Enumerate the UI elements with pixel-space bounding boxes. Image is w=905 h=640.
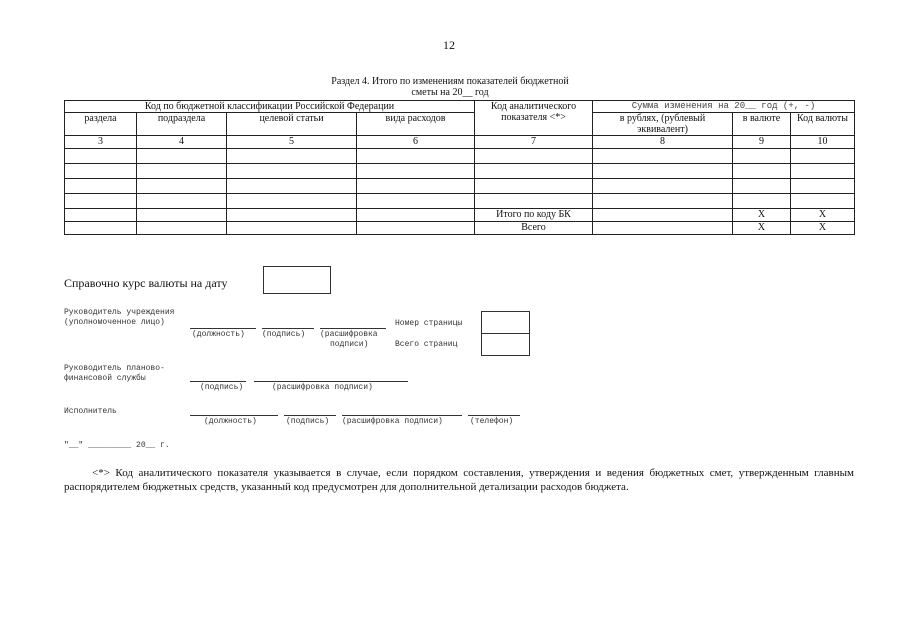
table-cell[interactable]: [65, 164, 137, 179]
table-cell[interactable]: [475, 149, 593, 164]
head-label-line2: (уполномоченное лицо): [64, 318, 165, 327]
x-mark: X: [733, 209, 791, 222]
table-cell[interactable]: [791, 164, 855, 179]
table-cell[interactable]: [733, 149, 791, 164]
table-cell[interactable]: [593, 194, 733, 209]
head-decoding-caption-1: (расшифровка: [320, 330, 378, 339]
head-label-line1: Руководитель учреждения: [64, 308, 175, 317]
table-cell[interactable]: [227, 149, 357, 164]
x-mark: X: [791, 209, 855, 222]
table-cell[interactable]: [65, 179, 137, 194]
table-cell[interactable]: [65, 222, 137, 235]
summary-table: [64, 100, 855, 235]
table-cell[interactable]: [65, 194, 137, 209]
table-cell[interactable]: [357, 209, 475, 222]
head-signature-line[interactable]: [262, 328, 314, 329]
table-cell[interactable]: [137, 164, 227, 179]
table-cell[interactable]: [791, 149, 855, 164]
col-number: 10: [791, 136, 855, 149]
table-cell[interactable]: [227, 164, 357, 179]
fin-head-decoding-line[interactable]: [254, 381, 408, 382]
footnote: [64, 466, 854, 494]
table-row: [65, 179, 855, 194]
table-cell[interactable]: [475, 164, 593, 179]
col-number: 6: [357, 136, 475, 149]
executor-decoding-caption: (расшифровка подписи): [342, 417, 443, 426]
fin-head-signature-line[interactable]: [190, 381, 246, 382]
table-cell[interactable]: [733, 164, 791, 179]
executor-position-caption: (должность): [204, 417, 257, 426]
col-podrazdel-header: подраздела: [137, 113, 227, 136]
executor-signature-caption: (подпись): [286, 417, 330, 426]
column-number-row: [65, 136, 855, 149]
table-cell[interactable]: [593, 179, 733, 194]
col-number: 5: [227, 136, 357, 149]
table-cell[interactable]: [65, 209, 137, 222]
head-position-caption: (должность): [192, 330, 245, 339]
col-target-header: целевой статьи: [227, 113, 357, 136]
x-mark: X: [733, 222, 791, 235]
table-row: [65, 149, 855, 164]
executor-decoding-line[interactable]: [342, 415, 462, 416]
col-number: 8: [593, 136, 733, 149]
col-currency-code-header: Код валюты: [791, 113, 855, 136]
table-cell[interactable]: [137, 194, 227, 209]
table-cell[interactable]: [137, 149, 227, 164]
fin-head-signature-caption: (подпись): [200, 383, 244, 392]
currency-rate-date-field[interactable]: [263, 266, 331, 294]
executor-signature-line[interactable]: [284, 415, 336, 416]
executor-position-line[interactable]: [190, 415, 278, 416]
table-cell[interactable]: [137, 179, 227, 194]
total-bk-label: Итого по коду БК: [475, 209, 593, 222]
col-currency-header: в валюте: [733, 113, 791, 136]
table-cell[interactable]: [357, 179, 475, 194]
sum-group-header: Сумма изменения на 20__ год (+, -): [593, 101, 855, 113]
table-row: [65, 164, 855, 179]
table-cell[interactable]: [357, 164, 475, 179]
table-cell[interactable]: [733, 179, 791, 194]
table-cell[interactable]: [227, 209, 357, 222]
total-bk-row: [65, 209, 855, 222]
table-cell[interactable]: [137, 209, 227, 222]
col-rub-header: в рублях, (рублевый эквивалент): [593, 113, 733, 136]
analytic-code-header: Код аналитического показателя <*>: [475, 101, 593, 136]
col-number: 4: [137, 136, 227, 149]
kbk-group-header: Код по бюджетной классификации Российской Федерации: [65, 101, 475, 113]
fin-head-decoding-caption: (расшифровка подписи): [272, 383, 373, 392]
head-decoding-line[interactable]: [320, 328, 386, 329]
total-row: [65, 222, 855, 235]
date-line: "__" _________ 20__ г.: [64, 441, 170, 450]
total-pages-label: Всего страниц: [395, 340, 458, 349]
table-cell[interactable]: [593, 149, 733, 164]
page-number-label: Номер страницы: [395, 319, 463, 328]
table-cell[interactable]: [227, 222, 357, 235]
total-label: Всего: [475, 222, 593, 235]
page-number: 12: [443, 38, 455, 52]
x-mark: X: [791, 222, 855, 235]
section-title-line1: Раздел 4. Итого по изменениям показателей бюджетной: [331, 76, 569, 87]
col-number: 7: [475, 136, 593, 149]
fin-head-label-line2: финансовой службы: [64, 374, 146, 383]
executor-label: Исполнитель: [64, 407, 117, 416]
footnote-text: <*> Код аналитического показателя указывается в случае, если порядком составления, утверждения и ведения бюджетных смет, утвержденным главным распорядителем бюджетных средств, указанный код предусмотрен для дополнительной детализации расходов бюджета.: [64, 467, 854, 493]
table-cell[interactable]: [357, 149, 475, 164]
table-cell[interactable]: [357, 222, 475, 235]
table-cell[interactable]: [791, 194, 855, 209]
table-cell[interactable]: [227, 179, 357, 194]
table-cell[interactable]: [733, 194, 791, 209]
table-cell[interactable]: [137, 222, 227, 235]
section-title-line2: сметы на 20__ год: [411, 87, 489, 98]
table-cell[interactable]: [475, 179, 593, 194]
col-number: 3: [65, 136, 137, 149]
table-row: [65, 194, 855, 209]
table-cell[interactable]: [357, 194, 475, 209]
page-number-field[interactable]: [481, 311, 530, 334]
executor-phone-caption: (телефон): [470, 417, 514, 426]
col-number: 9: [733, 136, 791, 149]
currency-rate-label: Справочно курс валюты на дату: [64, 276, 228, 290]
col-razdel-header: раздела: [65, 113, 137, 136]
table-cell[interactable]: [65, 149, 137, 164]
table-cell[interactable]: [475, 194, 593, 209]
total-pages-field[interactable]: [481, 333, 530, 356]
table-cell[interactable]: [791, 179, 855, 194]
table-cell[interactable]: [593, 164, 733, 179]
head-decoding-caption-2: подписи): [330, 340, 369, 349]
executor-phone-line[interactable]: [468, 415, 520, 416]
table-cell[interactable]: [227, 194, 357, 209]
section-title: [300, 76, 600, 98]
total-bk-rub-cell[interactable]: [593, 209, 733, 222]
head-position-line[interactable]: [190, 328, 256, 329]
head-signature-caption: (подпись): [262, 330, 306, 339]
fin-head-label-line1: Руководитель планово-: [64, 364, 165, 373]
col-expense-header: вида расходов: [357, 113, 475, 136]
total-rub-cell[interactable]: [593, 222, 733, 235]
